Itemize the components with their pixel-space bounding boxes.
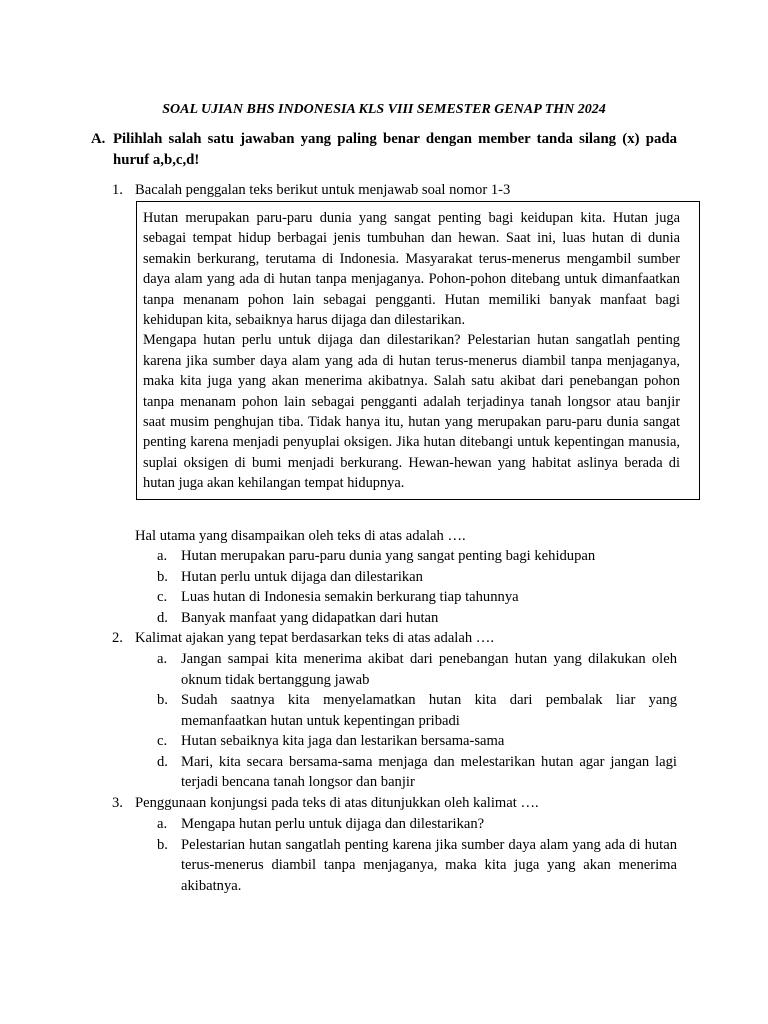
option-text: Hutan sebaiknya kita jaga dan lestarikan bersama-sama [181, 733, 505, 749]
option-text: Hutan merupakan paru-paru dunia yang sangat penting bagi kehidupan [181, 548, 596, 564]
question-text: Penggunaan konjungsi pada teks di atas ditunjukkan oleh kalimat …. [135, 795, 539, 811]
passage-paragraph: Mengapa hutan perlu untuk dijaga dan dilestarikan? Pelestarian hutan sangatlah penting karena jika sumber daya alam yang ada di hutan terus-menerus diambil tanpa menjaganya, maka kita juga yang akan menerima akibatnya. Salah satu akibat dari penebangan pohon tanpa menanam pohon lain sebagai pengganti adalah terjadinya tanah longsor atau banjir saat musim penghujan tiba. Tidak hanya itu, hutan yang merupakan paru-paru dunia sangat penting karena menjadi penyuplai oksigen. Jika hutan ditebangi untuk kepentingan manusia, suplai oksigen di bumi menjadi berkurang. Hewan-hewan yang habitat aslinya berada di hutan juga akan kehilangan tempat hidupnya. [143, 332, 680, 492]
option-letter: a. [157, 816, 168, 832]
option-letter: b. [157, 692, 168, 708]
page-title: SOAL UJIAN BHS INDONESIA KLS VIII SEMESTER GENAP THN 2024 [162, 102, 606, 117]
option-letter: a. [157, 651, 168, 667]
question-stem: Hal utama yang disampaikan oleh teks di atas adalah …. [135, 528, 466, 544]
option-b[interactable] [157, 690, 677, 731]
option-b[interactable] [157, 835, 677, 897]
option-b[interactable] [157, 567, 677, 588]
option-letter: b. [157, 568, 168, 585]
option-text: Jangan sampai kita menerima akibat dari penebangan hutan yang dilakukan oleh oknum tidak bertanggung jawab [181, 651, 677, 688]
option-text: Mengapa hutan perlu untuk dijaga dan dilestarikan? [181, 816, 485, 832]
option-letter: c. [157, 589, 168, 605]
option-a[interactable] [157, 814, 677, 835]
options-list [157, 814, 677, 896]
option-text: Hutan perlu untuk dijaga dan dilestarikan [181, 568, 423, 585]
question-number: 3. [112, 795, 123, 811]
question-3 [112, 793, 678, 814]
options-list [157, 649, 677, 793]
option-letter: b. [157, 836, 168, 853]
options-list [157, 546, 677, 628]
option-letter: a. [157, 548, 168, 564]
question-number: 2. [112, 630, 123, 646]
option-text: Banyak manfaat yang didapatkan dari hutan [181, 609, 439, 626]
option-text: Mari, kita secara bersama-sama menjaga dan melestarikan hutan agar jangan lagi terjadi bencana tanah longsor dan banjir [181, 753, 677, 790]
question-text: Bacalah penggalan teks berikut untuk menjawab soal nomor 1-3 [135, 182, 511, 198]
option-letter: d. [157, 753, 168, 770]
option-a[interactable] [157, 649, 677, 690]
section-instruction [91, 129, 677, 171]
option-c[interactable] [157, 731, 677, 752]
question-text: Kalimat ajakan yang tepat berdasarkan teks di atas adalah …. [135, 630, 495, 646]
reading-passage [136, 201, 700, 500]
passage-paragraph: Hutan merupakan paru-paru dunia yang sangat penting bagi keidupan kita. Hutan juga sebagai tempat hidup berbagai jenis tumbuhan dan hewan. Saat ini, luas hutan di dunia semakin berkurang, terutama di Indonesia. Masyarakat terus-menerus mengambil sumber daya alam yang ada di hutan tanpa menjaganya. Pohon-pohon ditebang untuk dimanfaatkan tanpa menanam pohon lain sebagai pengganti. Hutan memiliki banyak manfaat bagi kehidupan kita, sebaiknya harus dijaga dan dilestarikan. [143, 210, 680, 329]
option-d[interactable] [157, 752, 677, 793]
section-instruction-text: Pilihlah salah satu jawaban yang paling benar dengan member tanda silang (x) pada huruf a,b,c,d! [113, 131, 677, 168]
question-1 [112, 180, 678, 201]
option-a[interactable] [157, 546, 677, 567]
option-text: Sudah saatnya kita menyelamatkan hutan kita dari pembalak liar yang memanfaatkan hutan untuk kepentingan pribadi [181, 692, 677, 729]
section-letter: A. [91, 131, 106, 147]
option-text: Luas hutan di Indonesia semakin berkurang tiap tahunnya [181, 589, 519, 605]
option-c[interactable] [157, 587, 677, 608]
question-number: 1. [112, 182, 123, 198]
option-letter: d. [157, 609, 168, 626]
question-2 [112, 628, 678, 649]
option-d[interactable] [157, 608, 677, 629]
option-text: Pelestarian hutan sangatlah penting karena jika sumber daya alam yang ada di hutan terus-menerus diambil tanpa menjaganya, maka kita juga yang akan menerima akibatnya. [181, 836, 677, 894]
option-letter: c. [157, 733, 168, 749]
